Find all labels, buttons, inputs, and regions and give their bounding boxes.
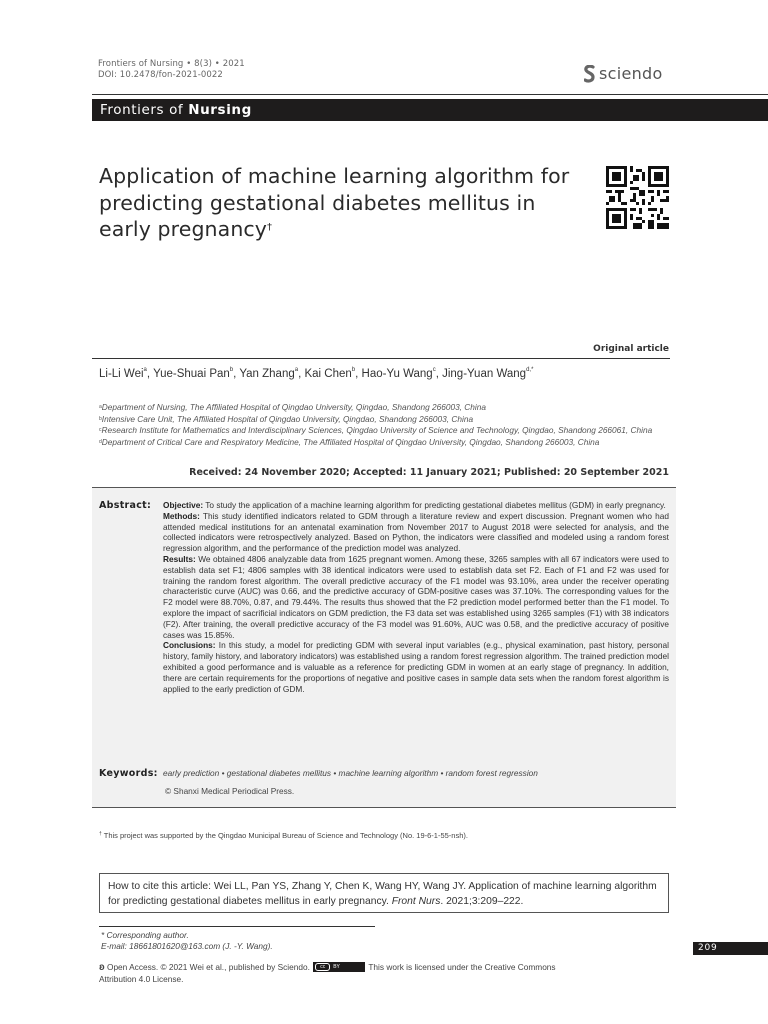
header-divider [92,94,768,95]
author-list: Li-Li Wei$^a$, Yue-Shuai Pan$^b$, Yan Zhang$^a$, Kai Chen$^b$, Hao-Yu Wang$^c$, Jing-Yuan Wang$^{d,*}$ [99,367,534,380]
banner-prefix: Frontiers of [100,102,189,118]
article-title-text: Application of machine learning algorithm for predicting gestational diabetes mellitus in early pregnancy [99,164,570,241]
abstract-label: Abstract: [99,500,152,511]
doi: DOI: 10.2478/fon-2021-0022 [98,69,223,80]
citation-journal: Front Nurs [391,896,441,907]
affiliation-list [99,402,652,448]
license-statement: ʚ Open Access. © 2021 Wei et al., published by Sciendo. cc BY This work is licensed under the Creative Commons Attribution 4.0 License. [99,962,556,984]
affiliation: $^d$Department of Critical Care and Respiratory Medicine, The Affiliated Hospital of Qingdao University, Qingdao, Shandong 266003, China [99,436,600,447]
banner-bold: Nursing [188,102,252,118]
affiliation: $^c$Research Institute for Mathematics and Interdisciplinary Sciences, Qingdao University of Science and Technology, Qingdao, Shandong 266061, China [99,425,653,435]
publisher-logo [584,64,663,83]
keywords: early prediction • gestational diabetes mellitus • machine learning algorithm • random forest regression [163,768,538,778]
footnote-divider [99,926,375,927]
abstract-methods: Methods: This study identified indicators related to GDM through a literature review and expert discussion. Pregnant women who had attended medical institutions for an antenatal examination from November 2017 to August 2018 were selected for analysis, and the collected indicators were retrospectively analyzed. Based on Python, the indicators were classified and modeled using a random forest regression algorithm, and the performance of the prediction model was analyzed. [163,510,669,554]
article-title [99,163,589,243]
affiliation: $^a$Department of Nursing, The Affiliated Hospital of Qingdao University, Qingdao, Shandong 266003, China [99,402,486,412]
journal-banner [92,99,768,121]
author: Yan Zhang$^a$ [239,367,299,380]
author: Yue-Shuai Pan$^b$ [153,367,234,380]
author: Kai Chen$^b$ [304,367,356,380]
title-footnote-mark: † [267,222,273,233]
affiliation: $^b$Intensive Care Unit, The Affiliated Hospital of Qingdao University, Qingdao, Shandong 266003, China [99,413,474,424]
journal-meta [98,59,245,80]
abstract-conclusions: Conclusions: In this study, a model for predicting GDM with several input variables (e.g., physical examination, past history, personal history, family history, and laboratory indicators) was established using a random forest regression algorithm. The trained prediction model exhibited a good performance and is valuable as a reference for predicting GDM in women at an early stage of pregnancy. In addition, there are certain requirements for the proportions of negative and positive cases in sample data sets when the random forest algorithm is applied to the early prediction of GDM. [163,640,669,694]
abstract-body [163,500,669,694]
publisher-name: sciendo [599,64,663,83]
open-access-icon: ʚ [99,962,105,973]
article-type: Original article [593,344,669,354]
keywords-label: Keywords: [99,768,158,779]
abstract-copyright: © Shanxi Medical Periodical Press. [165,786,295,796]
author: Jing-Yuan Wang$^{d,*}$ [442,367,534,380]
publication-dates: Received: 24 November 2020; Accepted: 11 January 2021; Published: 20 September 2021 [189,467,669,478]
cc-by-badge-icon[interactable]: cc BY [313,962,365,972]
corresponding-author: * Corresponding author. E-mail: 18661801620@163.com (J. -Y. Wang). [101,930,273,951]
corresponding-email: E-mail: 18661801620@163.com (J. -Y. Wang). [101,941,273,951]
abstract-box [92,487,676,808]
abstract-results: Results: We obtained 4806 analyzable data from 1625 pregnant women. Among these, 3265 samples with all 67 indicators were used to establish data set F1; 4806 samples with 38 identical indicators were used to establish data set F2. Each of F1 and F2 was used for training the random forest algorithm. The overall predictive accuracy of the F1 model was 93.10%, area under the receiver operating characteristic curve (AUC) was 0.66, and the predictive accuracy of GDM-positive cases was 37.10%. The corresponding values for the F2 model were 88.70%, 0.87, and 79.44%. The results thus showed that the F2 prediction model performed better than the F1 model. To explore the impact of sacrificial indicators on GDM prediction, the F3 data set was established using 3265 samples (F1) with 38 indicators (F2). After training, the overall predictive accuracy of the F3 model was 91.60%, AUC was 0.58, and the predictive accuracy of positive cases was 15.85%. [163,553,669,640]
authors-divider [92,358,670,359]
abstract-objective: Objective: To study the application of a machine learning algorithm for predicting gestational diabetes mellitus (GDM) in early pregnancy. [163,500,666,510]
qr-code-icon [606,166,669,229]
journal-issue-line: Frontiers of Nursing • 8(3) • 2021 [98,59,245,69]
funding-footnote: † This project was supported by the Qingdao Municipal Bureau of Science and Technology (No. 19-6-1-55-nsh). [99,831,468,840]
page-number: 209 [693,942,768,955]
citation-box: How to cite this article: Wei LL, Pan YS, Zhang Y, Chen K, Wang HY, Wang JY. Application of machine learning algorithm for predicting gestational diabetes mellitus in early pregnancy. Front Nurs. 2021;3:209–222. [99,873,669,913]
sciendo-logo-icon [584,65,595,83]
author: Hao-Yu Wang$^c$ [361,367,436,380]
author: Li-Li Wei$^a$ [99,367,147,380]
